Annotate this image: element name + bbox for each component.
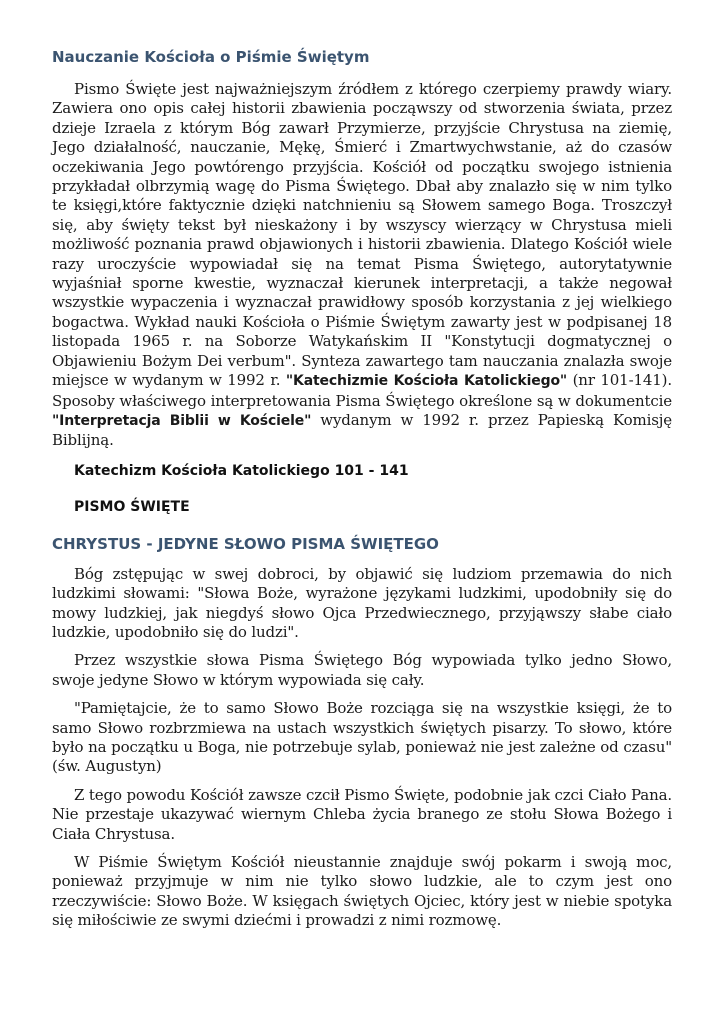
section-title: CHRYSTUS - JEDYNE SŁOWO PISMA ŚWIĘTEGO xyxy=(52,534,439,553)
document-page xyxy=(52,46,672,940)
paragraph: Z tego powodu Kościół zawsze czcił Pismo Święte, podobnie jak czci Ciało Pana. Nie przestaje ukazywać wiernym Chleba życia branego ze stołu Słowa Bożego i Ciała Chrystusa. xyxy=(52,785,672,843)
paragraph: W Piśmie Świętym Kościół nieustannie znajduje swój pokarm i swoją moc, ponieważ przyjmuje w nim nie tylko słowo ludzkie, ale to czym jest ono rzeczywiście: Słowo Boże. W księgach świętych Ojciec, który jest w niebie spotyka się miłościwie ze swymi dziećmi i prowadzi z nimi rozmowę. xyxy=(52,853,672,930)
paragraph: "Pamiętajcie, że to samo Słowo Boże rozciąga się na wszystkie księgi, że to samo Słowo rozbrzmiewa na ustach wszystkich świętych pisarzy. To słowo, które było na początku u Boga, nie potrzebuje sylab, ponieważ nie jest zależne od czasu" (św. Augustyn) xyxy=(52,699,672,776)
intro-text-part3: wydanym w 1992 r. przez Papieską Komisję Biblijną. xyxy=(52,410,672,450)
section-title: Nauczanie Kościoła o Piśmie Świętym xyxy=(52,48,370,66)
intro-text-part1: Pismo Święte jest najważniejszym źródłem z którego czerpiemy prawdy wiary. Zawiera ono opis całej historii zbawienia począwszy od stworzenia świata, przez dzieje Izraela z którym Bóg zawarł Przymierze, przyjście Chrystusa na ziemię, Jego działalność, nauczanie, Mękę, Śmierć i Zmartwychwstanie, aż do czasów oczekiwania Jego powtórengo przyjścia. Kościół od początku swojego istnienia przykładał olbrzymią wagę do Pisma Świętego. Dbał aby znalazło się w nim tylko te księgi,które faktycznie dzięki natchnieniu są Słowem samego Boga. Troszczył się, aby święty tekst był nieskażony i by wszyscy wierzący w Chrystusa mieli możliwość poznania prawd objawionych i historii zbawienia. Dlatego Kościół wiele razy uroczyście wypowiadał się na temat Pisma Świętego, autorytatywnie wyjaśniał sporne kwestie, wyznaczał kierunek interpretacji, a także negował wszystkie wypaczenia i wyznaczał prawidłowy sposób korzystania z jej wielkiego bogactwa. Wykład nauki Kościoła o Piśmie Świętym zawarty jest w podpisanej 18 listopada 1965 r. na Soborze Watykańskim II "Konstytucji dogmatycznej o Objawieniu Bożym Dei verbum". Synteza zawartego tam nauczania znalazła swoje miejsce w wydanym w 1992 r. xyxy=(52,80,672,390)
interpretation-title-bold: "Interpretacja Biblii w Kościele" xyxy=(52,412,312,429)
paragraph: Przez wszystkie słowa Pisma Świętego Bóg wypowiada tylko jedno Słowo, swoje jedyne Słowo w którym wypowiada się cały. xyxy=(52,651,672,689)
catechism-title-bold: "Katechizmie Kościoła Katolickiego" xyxy=(285,373,568,390)
intro-paragraph xyxy=(52,80,672,451)
intro-text-part2: (nr 101-141). Sposoby właściwego interpretowania Pisma Świętego określone są w dokumentcie xyxy=(52,371,672,410)
catechism-reference: Katechizm Kościoła Katolickiego 101 - 141 xyxy=(74,462,409,479)
scripture-label: PISMO ŚWIĘTE xyxy=(74,498,190,515)
paragraph: Bóg zstępując w swej dobroci, by objawić się ludziom przemawia do nich ludzkimi słowami: "Słowa Boże, wyrażone językami ludzkimi, upodobniły się do mowy ludzkiej, jak niegdyś słowo Ojca Przedwiecznego, przyjąwszy słabe ciało ludzkie, upodobniło się do ludzi". xyxy=(52,564,672,641)
